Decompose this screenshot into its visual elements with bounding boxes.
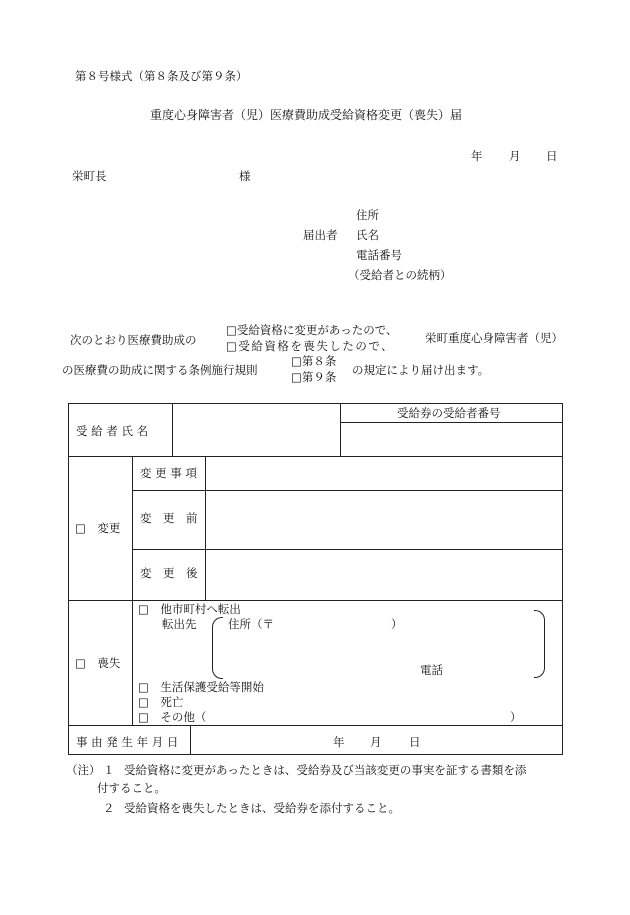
option-change-checkbox[interactable]: □受給資格に変更があったので、 [226, 323, 398, 337]
note1-line1: 受給資格に変更があったときは、受給券及び当該変更の事実を証する書類を添 [124, 763, 527, 777]
applicant-name-label: 氏名 [356, 228, 379, 242]
article8-checkbox[interactable]: □第８条 [291, 354, 337, 368]
row-divider [68, 600, 563, 601]
move-out-checkbox[interactable]: □ 他市町村へ転出 [138, 602, 241, 616]
form-number: 第８号様式（第８条及び第９条） [75, 69, 248, 83]
right-bracket-icon [534, 610, 545, 678]
col-divider [190, 725, 191, 755]
col-divider [132, 456, 133, 600]
destination-label: 転出先 [162, 617, 197, 631]
statement-lead: 次のとおり医療費助成の [70, 333, 197, 347]
welfare-checkbox[interactable]: □ 生活保護受給等開始 [138, 680, 264, 694]
event-date-label: 事 由 発 生 年 月 日 [76, 735, 179, 749]
other-checkbox[interactable]: □ その他（ [138, 710, 207, 724]
dest-address-label: 住所（〒 [228, 617, 274, 631]
note1-number: １ [103, 763, 115, 777]
addressee: 栄町長 [72, 169, 107, 183]
applicant-phone-label: 電話番号 [356, 248, 402, 262]
note2-text: 受給資格を喪失したときは、受給券を添付すること。 [124, 801, 400, 815]
left-bracket-icon [212, 617, 223, 679]
event-day: 日 [409, 735, 421, 749]
article9-checkbox[interactable]: □第９条 [291, 370, 337, 384]
death-checkbox[interactable]: □ 死亡 [138, 695, 184, 709]
recipient-number-label: 受給券の受給者番号 [397, 406, 501, 420]
recipient-name-input[interactable] [173, 404, 339, 455]
notes-label: （注） [66, 763, 101, 777]
dest-phone-label: 電話 [420, 663, 443, 677]
applicant-label: 届出者 [303, 228, 338, 242]
form-title: 重度心身障害者（児）医療費助成受給資格変更（喪失）届 [150, 108, 463, 122]
row-divider [68, 725, 563, 726]
applicant-address-label: 住所 [356, 208, 379, 222]
note1-line2: 付すること。 [97, 781, 166, 795]
change-item-input[interactable] [206, 457, 562, 489]
event-month: 月 [370, 735, 382, 749]
date-day: 日 [546, 149, 558, 163]
before-label: 変 更 前 [140, 511, 198, 525]
option-loss-checkbox[interactable]: □受給資格を喪失したので、 [226, 339, 395, 353]
statement-line2-end: の規定により届け出ます。 [352, 363, 490, 377]
after-input[interactable] [206, 550, 562, 599]
dest-address-close: ） [391, 617, 403, 631]
ordinance-name: 栄町重度心身障害者（児） [425, 331, 563, 345]
applicant-relation-label: （受給者との続柄） [348, 268, 452, 282]
recipient-name-label: 受 給 者 氏 名 [76, 424, 149, 438]
change-section-checkbox[interactable]: □ 変更 [75, 521, 121, 535]
after-label: 変 更 後 [140, 566, 198, 580]
honorific: 様 [239, 169, 251, 183]
note2-number: ２ [103, 801, 115, 815]
change-item-label: 変 更 事 項 [140, 466, 197, 480]
col-divider [132, 600, 133, 725]
statement-line2-start: の医療費の助成に関する条例施行規則 [62, 363, 258, 377]
before-input[interactable] [206, 491, 562, 548]
date-month: 月 [509, 149, 521, 163]
other-close: ） [510, 710, 522, 724]
loss-section-checkbox[interactable]: □ 喪失 [75, 656, 121, 670]
date-year: 年 [471, 149, 483, 163]
event-year: 年 [333, 735, 345, 749]
recipient-number-input[interactable] [341, 423, 562, 455]
